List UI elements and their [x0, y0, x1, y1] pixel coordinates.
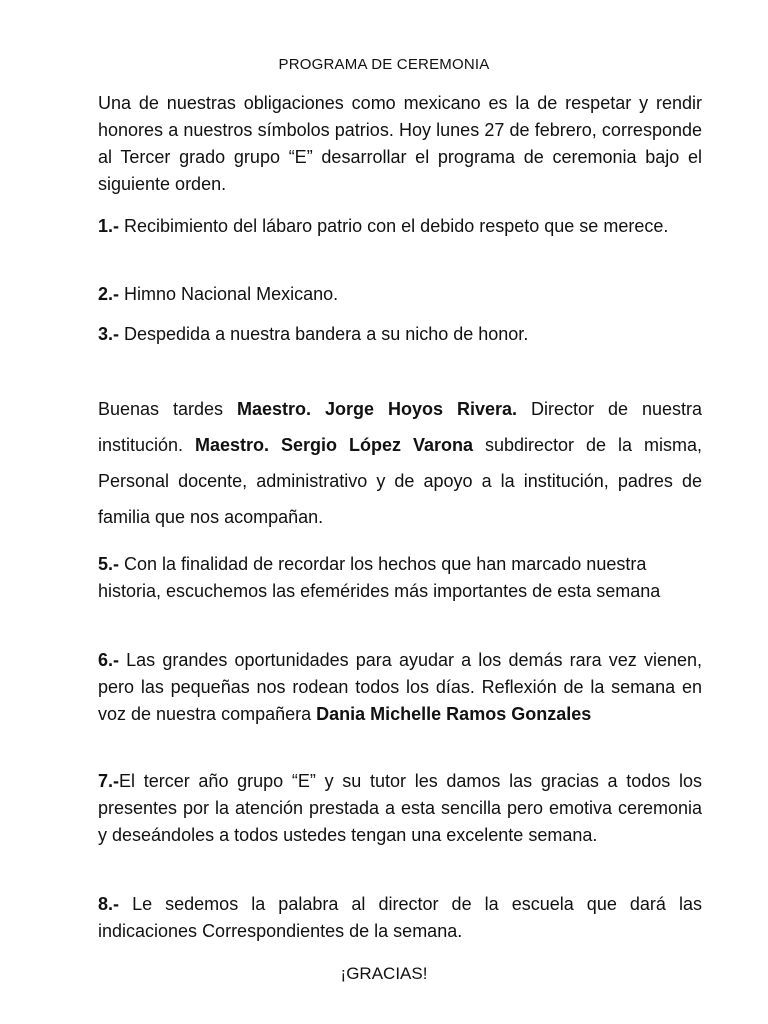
director-name: Maestro. Jorge Hoyos Rivera.: [237, 399, 518, 419]
greeting-text: Buenas tardes: [98, 399, 238, 419]
item-number: 1.-: [98, 216, 120, 236]
greeting-text: Director de nuestra institución.: [98, 399, 702, 455]
item-text: El tercer año grupo “E” y su tutor les damos las gracias a todos los presentes por la atención prestada a esta sencilla pero emotiva ceremonia y deseándoles a todos ustedes tengan una excelente semana.: [98, 771, 702, 845]
program-item-1: [98, 213, 702, 240]
program-item-7: [98, 768, 702, 849]
greeting-text: subdirector de la misma, Personal docente, administrativo y de apoyo a la institución, padres de familia que nos acompañan.: [98, 435, 703, 527]
item-number: 5.-: [98, 554, 120, 574]
item-text: Recibimiento del lábaro patrio con el debido respeto que se merece.: [119, 216, 669, 236]
subdirector-name: Maestro. Sergio López Varona: [195, 435, 474, 455]
program-item-6: [98, 647, 702, 728]
student-name: Dania Michelle Ramos Gonzales: [316, 704, 592, 724]
program-item-5: [98, 551, 702, 605]
program-item-2: [98, 281, 702, 308]
item-number: 3.-: [98, 324, 120, 344]
item-text: Con la finalidad de recordar los hechos que han marcado nuestra historia, escuchemos las efemérides más importantes de esta semana: [98, 554, 661, 601]
item-number: 6.-: [98, 650, 120, 670]
item-text: Las grandes oportunidades para ayudar a los demás rara vez vienen, pero las pequeñas nos rodean todos los días. Reflexión de la semana en voz de nuestra compañera: [98, 650, 702, 724]
item-text: Despedida a nuestra bandera a su nicho de honor.: [119, 324, 529, 344]
item-number: 8.-: [98, 894, 120, 914]
program-item-3: [98, 321, 702, 348]
item-number: 2.-: [98, 284, 120, 304]
greeting-paragraph: [98, 391, 702, 535]
document-title: PROGRAMA DE CEREMONIA: [278, 56, 490, 73]
intro-paragraph: Una de nuestras obligaciones como mexicano es la de respetar y rendir honores a nuestros símbolos patrios. Hoy lunes 27 de febrero, corresponde al Tercer grado grupo “E” desarrollar el programa de ceremonia bajo el siguiente orden.: [98, 93, 702, 194]
program-item-8: [98, 891, 702, 945]
item-number: 7.-: [98, 771, 120, 791]
item-text: Himno Nacional Mexicano.: [119, 284, 339, 304]
item-text: Le sedemos la palabra al director de la escuela que dará las indicaciones Correspondientes de la semana.: [98, 894, 702, 941]
closing-text: ¡GRACIAS!: [340, 964, 428, 983]
